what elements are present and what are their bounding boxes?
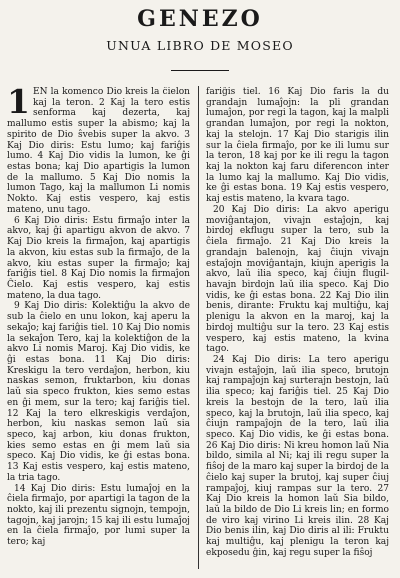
paragraph: 9 Kaj Dio diris: Kolektiĝu la akvo de sub la ĉielo en unu lokon, kaj aperu la sekaĵo; kaj fariĝis tiel. 10 Kaj Dio nomis la sekaĵon Tero, kaj la kolektiĝon de la akvo Li nomis Maroj. Kaj Dio vidis, ke ĝi estas bona. 11 Kaj Dio diris: Kreskigu la tero verdaĵon, herbon, kiu naskas semon, fruktarbon, kiu donas laŭ sia speco frukton, kies semo estas en ĝi mem, sur la tero; kaj fariĝis tiel. 12 Kaj la tero elkreskigis verdaĵon, herbon, kiu naskas semon laŭ sia speco, kaj arbon, kiu donas frukton, kies semo estas en ĝi mem laŭ sia speco. Kaj Dio vidis, ke ĝi estas bona. 13 Kaj estis vespero, kaj estis mateno, la tria tago. (7, 301, 190, 483)
paragraph: 20 Kaj Dio diris: La akvo aperigu moviĝantajon, vivajn estaĵojn, kaj birdoj ekflugu super la tero, sub la ĉiela firmaĵo. 21 Kaj Dio kreis la grandajn balenojn, kaj ĉiujn vivajn estaĵojn moviĝantajn, kiujn aperigis la akvo, laŭ ilia speco, kaj ĉiujn flugil-havajn birdojn laŭ ilia speco. Kaj Dio vidis, ke ĝi estas bona. 22 Kaj Dio ilin benis, dirante: Fruktu kaj multiĝu, kaj plenigu la akvon en la maroj, kaj la birdoj multiĝu sur la tero. 23 Kaj estis vespero, kaj estis mateno, la kvina tago. (206, 204, 389, 355)
paragraph-text: EN la komenco Dio kreis la ĉielon kaj la teron. 2 Kaj la tero estis senforma kaj dezerta, kaj mallumo estis super la abismo; kaj la spirito de Dio ŝvebis super la akvo. 3 Kaj Dio diris: Estu lumo; kaj fariĝis lumo. 4 Kaj Dio vidis la lumon, ke ĝi estas bona; kaj Dio apartigis la lumon de la mallumo. 5 Kaj Dio nomis la lumon Tago, kaj la mallumon Li nomis Nokto. Kaj estis vespero, kaj estis mateno, unu tago. (7, 87, 190, 215)
chapter-drop-cap: 1 (7, 87, 30, 121)
book-subtitle: UNUA LIBRO DE MOSEO (106, 38, 294, 53)
column-divider (198, 86, 199, 569)
paragraph: 24 Kaj Dio diris: La tero aperigu vivajn estaĵojn, laŭ ilia speco, brutojn kaj rampaĵojn kaj surterajn bestojn, laŭ ilia speco; kaj fariĝis tiel. 25 Kaj Dio kreis la bestojn de la tero, laŭ ilia speco, kaj la brutojn, laŭ ilia speco, kaj ĉiujn rampaĵojn de la tero, laŭ ilia speco. Kaj Dio vidis, ke ĝi estas bona. 26 Kaj Dio diris: Ni kreu homon laŭ Nia bildo, simila al Ni; kaj ili regu super la fiŝoj de la maro kaj super la birdoj de la ĉielo kaj super la brutoj, kaj super ĉiuj rampaĵoj, kiuj rampas sur la tero. 27 Kaj Dio kreis la homon laŭ Sia bildo, laŭ la bildo de Dio Li kreis lin; en formo de viro kaj virino Li kreis ilin. 28 Kaj Dio benis ilin, kaj Dio diris al ili: Fruktu kaj multiĝu, kaj plenigu la teron kaj ekposedu ĝin, kaj regu super la fiŝoj (206, 354, 389, 558)
paragraph: fariĝis tiel. 16 Kaj Dio faris la du grandajn lumaĵojn: la pli grandan lumaĵon, por regi la tagon, kaj la malpli grandan lumaĵon, por regi la nokton, kaj la stelojn. 17 Kaj Dio starigis ilin sur la ĉiela firmaĵo, por ke ili lumu sur la teron, 18 kaj por ke ili regu la tagon kaj la nokton kaj faru diferencon inter la lumo kaj la mallumo. Kaj Dio vidis, ke ĝi estas bona. 19 Kaj estis vespero, kaj estis mateno, la kvara tago. (206, 87, 389, 205)
chapter-opening-paragraph (7, 87, 190, 216)
title-rule (171, 70, 229, 71)
text-column-left (7, 87, 190, 569)
paragraph: 14 Kaj Dio diris: Estu lumaĵoj en la ĉiela firmaĵo, por apartigi la tagon de la nokto, kaj ili prezentu signojn, tempojn, tagojn, kaj jarojn; 15 kaj ili estu lumaĵoj en la ĉiela firmaĵo, por lumi super la tero; kaj (7, 483, 190, 548)
book-title: GENEZO (137, 6, 263, 32)
text-column-right (206, 87, 389, 569)
paragraph: 6 Kaj Dio diris: Estu firmaĵo inter la akvo, kaj ĝi apartigu akvon de akvo. 7 Kaj Dio kreis la firmaĵon, kaj apartigis la akvon, kiu estas sub la firmaĵo, de la akvo, kiu estas super la firmaĵo; kaj fariĝis tiel. 8 Kaj Dio nomis la firmaĵon Ĉielo. Kaj estis vespero, kaj estis mateno, la dua tago. (7, 215, 190, 301)
